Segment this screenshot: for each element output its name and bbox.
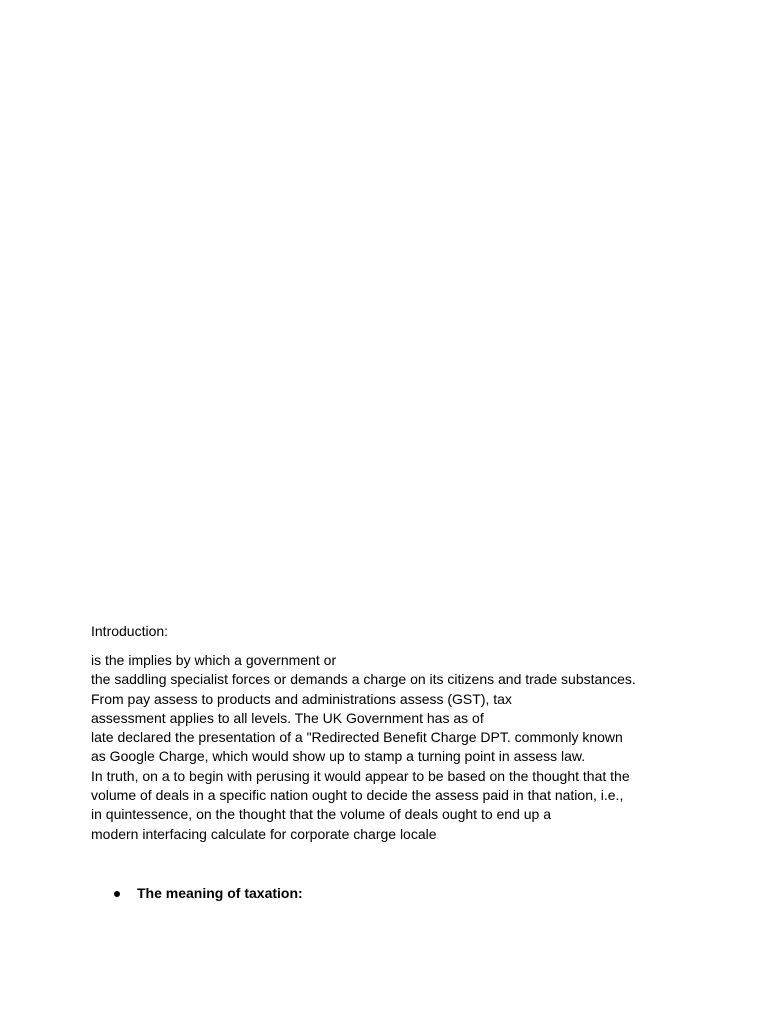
paragraph-line: late declared the presentation of a "Redirected Benefit Charge DPT. commonly known bbox=[91, 729, 623, 746]
paragraph-line: From pay assess to products and administrations assess (GST), tax bbox=[91, 690, 512, 707]
intro-paragraph bbox=[91, 651, 761, 844]
bullet-dot-icon bbox=[114, 891, 120, 897]
paragraph-line: the saddling specialist forces or demands a charge on its citizens and trade substances. bbox=[91, 671, 636, 688]
paragraph-line: volume of deals in a specific nation ought to decide the assess paid in that nation, i.e., bbox=[91, 787, 624, 804]
intro-heading: Introduction: bbox=[91, 623, 169, 639]
list-item bbox=[112, 884, 303, 903]
paragraph-line: is the implies by which a government or bbox=[91, 652, 337, 668]
bullet-list bbox=[112, 884, 303, 903]
paragraph-line: modern interfacing calculate for corporate charge locale bbox=[91, 825, 437, 842]
bullet-text: The meaning of taxation: bbox=[137, 885, 303, 901]
paragraph-line: assessment applies to all levels. The UK Government has as of bbox=[91, 709, 484, 726]
paragraph-line: in quintessence, on the thought that the volume of deals ought to end up a bbox=[91, 806, 552, 823]
paragraph-line: as Google Charge, which would show up to stamp a turning point in assess law. bbox=[91, 748, 586, 765]
paragraph-line: In truth, on a to begin with perusing it would appear to be based on the thought that the bbox=[91, 767, 630, 784]
